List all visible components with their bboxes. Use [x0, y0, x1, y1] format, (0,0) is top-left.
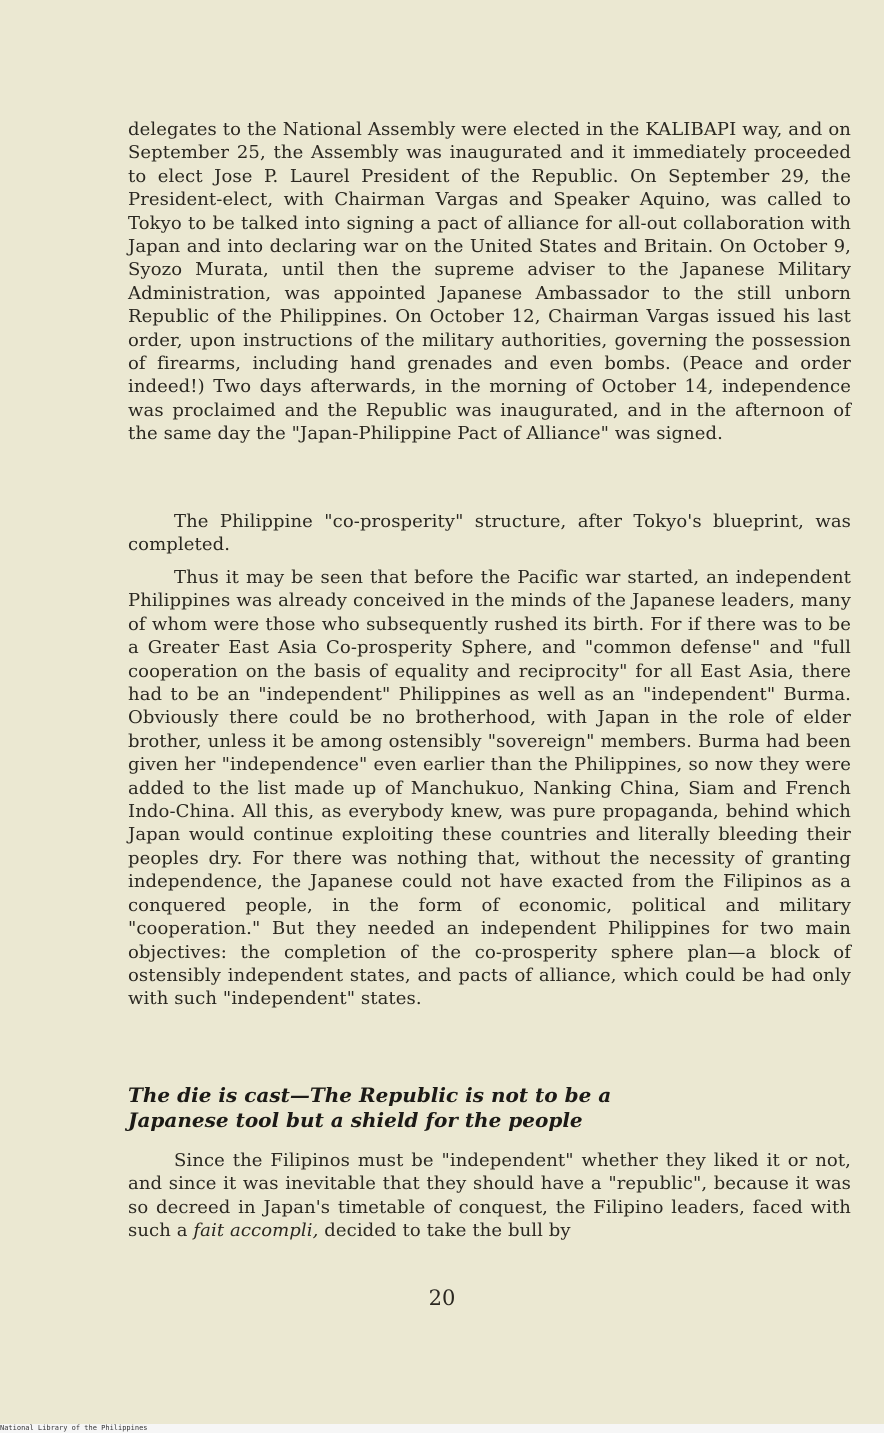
- footer-attribution: National Library of the Philippines: [0, 1424, 884, 1433]
- paragraph-4-text-start: Since the Filipinos must be "independent" whether they liked it or not, and since it was inevitable that they should have a "republic", because it was so decreed in Japan's timetable of conquest, the Filipino leaders, faced with such a: [128, 1150, 851, 1242]
- paragraph-1: delegates to the National Assembly were elected in the KALIBAPI way, and on September 25, the Assembly was inaugurated and it immediately proceeded to elect Jose P. Laurel President of the Republic. On September 29, the President-elect, with Chairman Vargas and Speaker Aquino, was called to Tokyo to be talked into signing a pact of alliance for all-out collaboration with Japan and into declaring war on the United States and Britain. On October 9, Syozo Murata, until then the supreme adviser to the Japanese Military Administration, was appointed Japanese Ambassador to the still unborn Republic of the Philippines. On October 12, Chairman Vargas issued his last order, upon instructions of the military authorities, governing the possession of firearms, including hand grenades and even bombs. (Peace and order indeed!) Two days afterwards, in the morning of October 14, independence was proclaimed and the Republic was inaugurated, and in the afternoon of the same day the "Japan-Philippine Pact of Alliance" was signed.: [128, 119, 851, 445]
- paragraph-3: Thus it may be seen that before the Pacific war started, an independent Philippines was already conceived in the minds of the Japanese leaders, many of whom were those who subsequently rushed its birth. For if there was to be a Greater East Asia Co-prosperity Sphere, and "common defense" and "full cooperation on the basis of equality and reciprocity" for all East Asia, there had to be an "independent" Philippines as well as an "independent" Burma. Obviously there could be no brotherhood, with Japan in the role of elder brother, unless it be among ostensibly "sovereign" members. Burma had been given her "independence" even earlier than the Philippines, so now they were added to the list made up of Manchukuo, Nanking China, Siam and French Indo-China. All this, as everybody knew, was pure propaganda, behind which Japan would continue exploiting these countries and literally bleeding their peoples dry. For there was nothing that, without the necessity of granting independence, the Japanese could not have exacted from the Filipinos as a conquered people, in the form of economic, political and military "cooperation." But they needed an independent Philippines for two main objectives: the completion of the co-prosperity sphere plan—a block of ostensibly independent states, and pacts of alliance, which could be had only with such "independent" states.: [128, 567, 851, 1010]
- section-heading: The die is cast—The Republic is not to be a Japanese tool but a shield for the people: [128, 1083, 612, 1132]
- page-number: 20: [428, 1286, 456, 1310]
- paragraph-4: [128, 1149, 851, 1243]
- paragraph-4-text-end: decided to take the bull by: [318, 1220, 571, 1242]
- paragraph-4-italic-phrase: fait accompli,: [193, 1220, 319, 1242]
- page-body: [128, 118, 851, 1243]
- paragraph-2: The Philippine "co-prosperity" structure, after Tokyo's blueprint, was completed.: [128, 511, 851, 556]
